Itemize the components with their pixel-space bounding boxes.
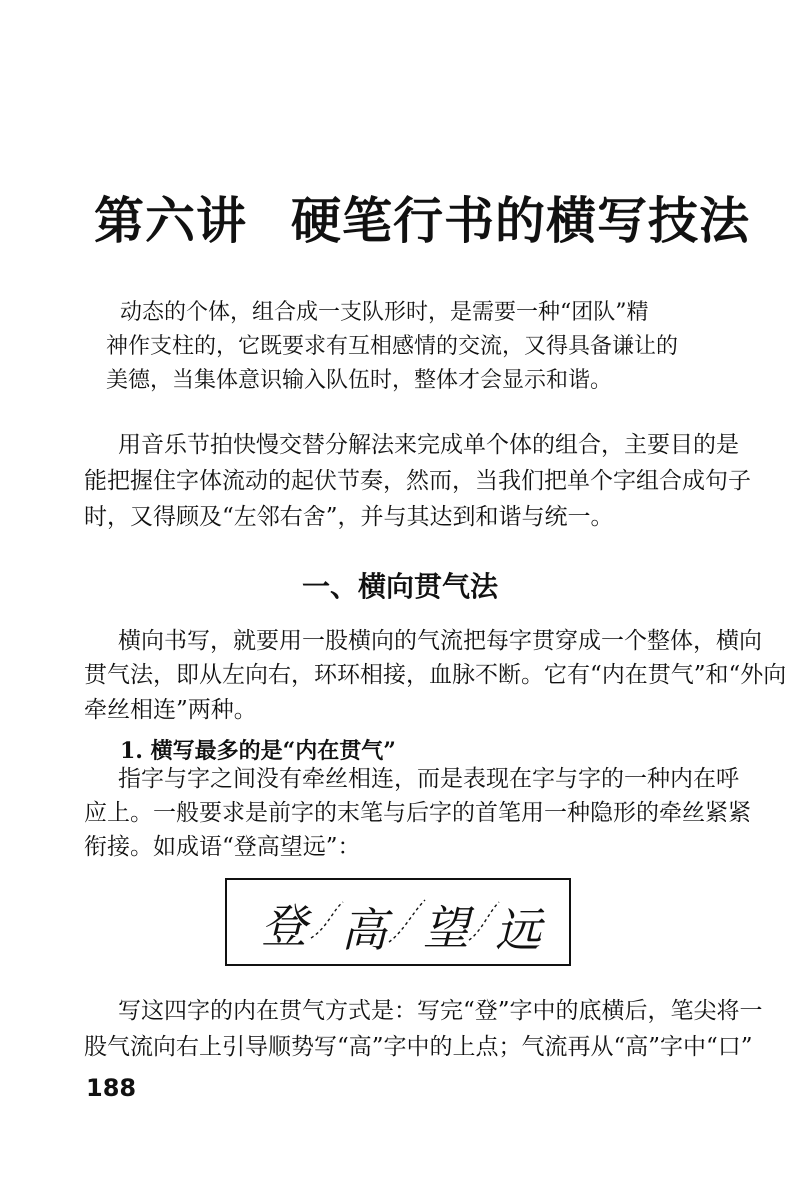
chapter-title [94, 191, 750, 250]
intro-line: 能把握住字体流动的起伏节奏，然而，当我们把单个字组合成句子 [84, 468, 751, 494]
closing-line: 写这四字的内在贯气方式是：写完“登”字中的底横后，笔尖将一 [118, 998, 763, 1024]
closing-line: 股气流向右上引导顺势写“高”字中的上点；气流再从“高”字中“口” [84, 1034, 753, 1060]
sub-paragraph-line: 指字与字之间没有牵丝相连，而是表现在字与字的一种内在呼 [118, 766, 739, 792]
epigraph-line: 动态的个体，组合成一支队形时，是需要一种“团队”精 [120, 300, 649, 325]
stroke-connector [389, 900, 425, 942]
section-paragraph-line: 牵丝相连”两种。 [84, 697, 257, 723]
calligraphy-example [225, 878, 571, 966]
sub-paragraph-line: 应上。一般要求是前字的末笔与后字的首笔用一种隐形的牵丝紧紧 [84, 800, 751, 826]
epigraph-line: 美德，当集体意识输入队伍时，整体才会显示和谐。 [106, 368, 613, 393]
calligraphy-char: 远 [495, 903, 541, 957]
intro-line: 用音乐节拍快慢交替分解法来完成单个体的组合，主要目的是 [118, 432, 739, 458]
section-paragraph-line: 贯气法，即从左向右，环环相接，血脉不断。它有“内在贯气”和“外向 [84, 662, 787, 688]
sub-paragraph-line: 衔接。如成语“登高望远”： [84, 834, 361, 860]
intro-line: 时，又得顾及“左邻右舍”，并与其达到和谐与统一。 [84, 504, 614, 530]
calligraphy-char: 高 [341, 903, 387, 957]
calligraphy-drawing [227, 880, 569, 964]
page-number: 188 [86, 1074, 137, 1102]
section-heading: 一、横向贯气法 [302, 570, 499, 603]
chapter-name: 硬笔行书的横写技法 [291, 191, 750, 250]
epigraph-line: 神作支柱的，它既要求有互相感情的交流，又得具备谦让的 [106, 334, 679, 359]
calligraphy-char: 望 [423, 901, 469, 955]
calligraphy-char: 登 [261, 899, 307, 953]
stroke-connector [311, 902, 343, 938]
sub-heading: 1. 横写最多的是“内在贯气” [120, 738, 396, 764]
section-paragraph-line: 横向书写，就要用一股横向的气流把每字贯穿成一个整体，横向 [118, 628, 762, 654]
chapter-number: 第六讲 [94, 191, 247, 250]
